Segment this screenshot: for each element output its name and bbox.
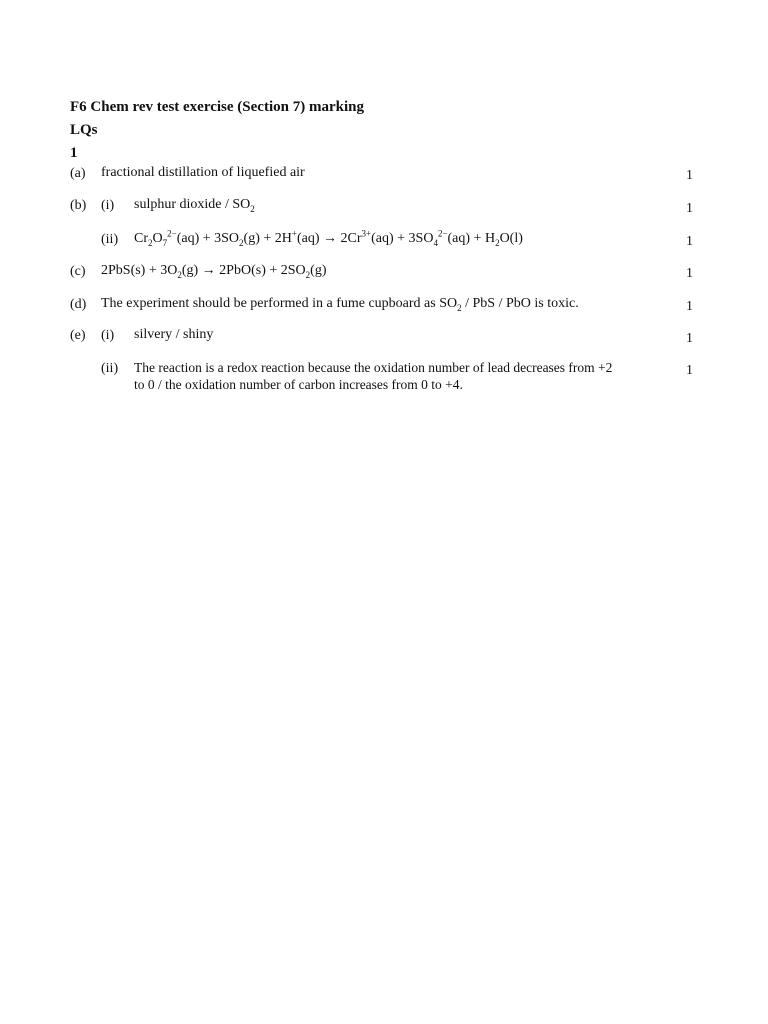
- part-label-d: (d): [70, 297, 87, 312]
- mark-d: 1: [686, 299, 693, 314]
- mark-a: 1: [686, 168, 693, 183]
- part-label-b: (b): [70, 198, 87, 213]
- answer-d: The experiment should be performed in a fume cupboard as $SO_2$ / PbS / PbO is toxic.: [101, 296, 579, 313]
- part-label-a: (a): [70, 166, 86, 181]
- mark-c: 1: [686, 266, 693, 281]
- answer-c-equation: $2PbS(s) + 3O_2(g) \to 2PbO(s) + 2SO_2(g)$: [101, 263, 327, 280]
- part-label-e: (e): [70, 328, 86, 343]
- answer-e-ii-line-2: to 0 / the oxidation number of carbon increases from 0 to +4.: [134, 377, 463, 392]
- question-number: 1: [70, 145, 78, 161]
- subpart-label-b-i: (i): [101, 198, 115, 213]
- mark-e-ii: 1: [686, 363, 693, 378]
- subpart-label-e-i: (i): [101, 328, 115, 343]
- answer-b-ii-equation: $Cr_2O_7^{2-}(aq) + 3SO_2(g) + 2H^+(aq) \to 2Cr^{3+}(aq) + 3SO_4^{2-}(aq) + H_2O(l)$: [134, 228, 523, 248]
- mark-b-i: 1: [686, 201, 693, 216]
- document-title: F6 Chem rev test exercise (Section 7) marking: [70, 99, 364, 115]
- answer-e-ii-line-1: The reaction is a redox reaction because the oxidation number of lead decreases from +2: [134, 360, 613, 375]
- mark-b-ii: 1: [686, 234, 693, 249]
- part-label-c: (c): [70, 264, 86, 279]
- answer-a: fractional distillation of liquefied air: [101, 165, 305, 180]
- answer-b-i: sulphur dioxide / $SO_2$: [134, 197, 255, 214]
- section-heading: LQs: [70, 122, 98, 138]
- subpart-label-b-ii: (ii): [101, 232, 119, 247]
- subpart-label-e-ii: (ii): [101, 361, 119, 376]
- answer-e-i: silvery / shiny: [134, 327, 214, 342]
- mark-e-i: 1: [686, 331, 693, 346]
